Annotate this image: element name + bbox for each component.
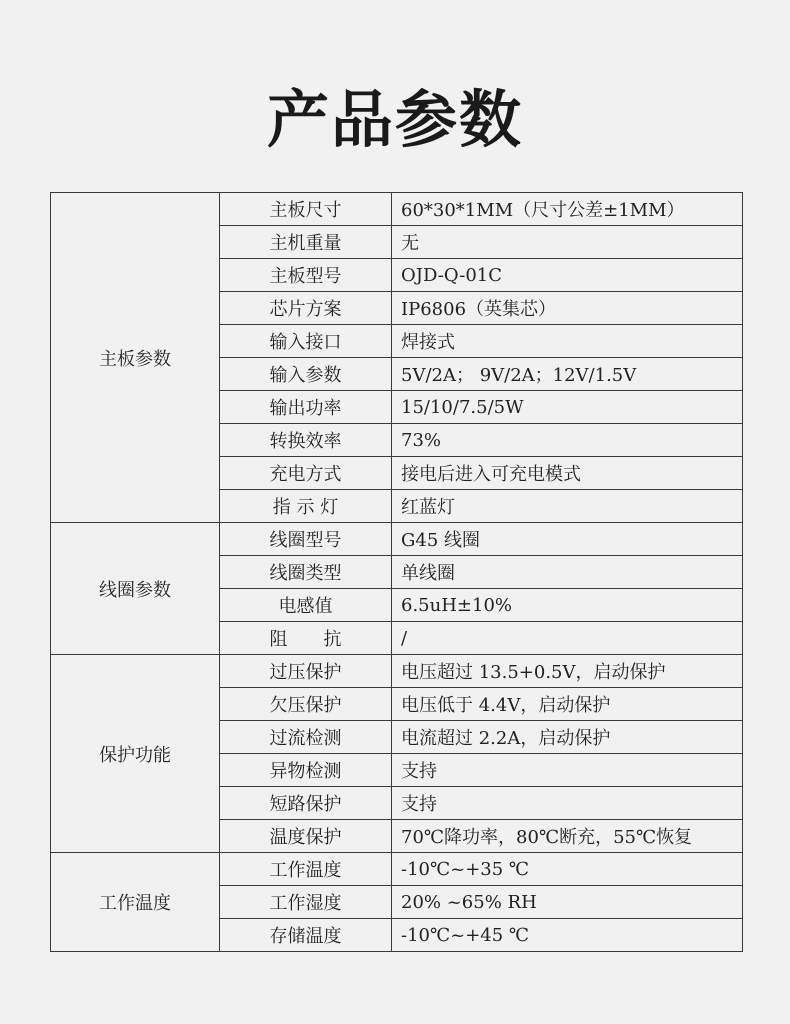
param-value: 支持: [392, 754, 743, 787]
param-name: 阻 抗: [220, 622, 392, 655]
param-value: 15/10/7.5/5W: [392, 391, 743, 424]
param-value: 电压超过 13.5+0.5V，启动保护: [392, 655, 743, 688]
param-value: G45 线圈: [392, 523, 743, 556]
table-row: [51, 523, 743, 556]
table-row: [51, 655, 743, 688]
param-value: 电流超过 2.2A，启动保护: [392, 721, 743, 754]
param-value: 73%: [392, 424, 743, 457]
group-label: 工作温度: [51, 853, 220, 952]
param-value: IP6806（英集芯）: [392, 292, 743, 325]
param-value: 红蓝灯: [392, 490, 743, 523]
param-name: 输入接口: [220, 325, 392, 358]
param-name: 线圈型号: [220, 523, 392, 556]
param-value: /: [392, 622, 743, 655]
param-value: 焊接式: [392, 325, 743, 358]
param-value: 6.5uH±10%: [392, 589, 743, 622]
param-name: 过压保护: [220, 655, 392, 688]
param-name: 充电方式: [220, 457, 392, 490]
param-name: 主板尺寸: [220, 193, 392, 226]
group-label: 主板参数: [51, 193, 220, 523]
param-name: 转换效率: [220, 424, 392, 457]
param-name: 芯片方案: [220, 292, 392, 325]
param-name: 异物检测: [220, 754, 392, 787]
table-row: [51, 193, 743, 226]
param-value: 无: [392, 226, 743, 259]
param-name: 工作湿度: [220, 886, 392, 919]
param-value: 20% ~65% RH: [392, 886, 743, 919]
param-name: 存储温度: [220, 919, 392, 952]
spec-table: [50, 192, 743, 952]
param-value: -10℃~+35 ℃: [392, 853, 743, 886]
param-name: 输出功率: [220, 391, 392, 424]
param-name: 线圈类型: [220, 556, 392, 589]
param-value: 支持: [392, 787, 743, 820]
param-value: OJD-Q-01C: [392, 259, 743, 292]
param-value: 电压低于 4.4V，启动保护: [392, 688, 743, 721]
spec-table-body: [51, 193, 743, 952]
param-name: 主机重量: [220, 226, 392, 259]
param-name: 指 示 灯: [220, 490, 392, 523]
table-row: [51, 853, 743, 886]
param-name: 工作温度: [220, 853, 392, 886]
param-value: 60*30*1MM（尺寸公差±1MM）: [392, 193, 743, 226]
param-value: 接电后进入可充电模式: [392, 457, 743, 490]
param-name: 电感值: [220, 589, 392, 622]
page-title: 产品参数: [266, 83, 523, 156]
param-name: 输入参数: [220, 358, 392, 391]
group-label: 线圈参数: [51, 523, 220, 655]
param-name: 短路保护: [220, 787, 392, 820]
param-value: 5V/2A； 9V/2A；12V/1.5V: [392, 358, 743, 391]
param-value: 单线圈: [392, 556, 743, 589]
param-name: 欠压保护: [220, 688, 392, 721]
param-value: -10℃~+45 ℃: [392, 919, 743, 952]
param-value: 70℃降功率，80℃断充，55℃恢复: [392, 820, 743, 853]
group-label: 保护功能: [51, 655, 220, 853]
param-name: 主板型号: [220, 259, 392, 292]
param-name: 过流检测: [220, 721, 392, 754]
param-name: 温度保护: [220, 820, 392, 853]
